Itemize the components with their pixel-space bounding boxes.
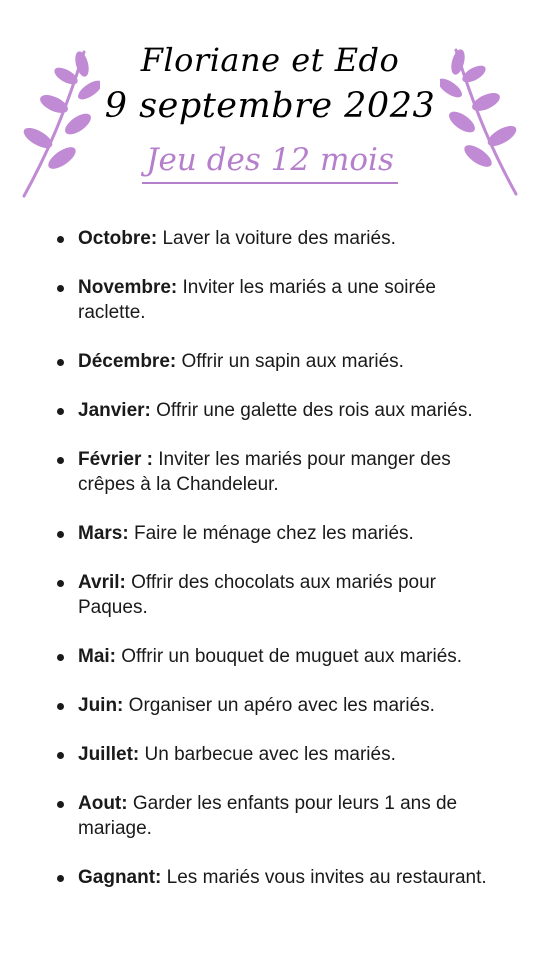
list-item [56,865,506,890]
month-name: Novembre: [78,277,178,298]
list-item [56,521,506,546]
month-name: Juin: [78,695,124,716]
month-task: Organiser un apéro avec les mariés. [123,695,435,716]
month-task: Offrir des chocolats aux mariés pour Paques. [78,572,436,618]
month-name: Juillet: [78,744,140,765]
month-name: Avril: [78,572,126,593]
bullet-icon [57,531,64,538]
list-item [56,447,506,497]
header [0,40,540,184]
list-item [56,742,506,767]
month-name: Décembre: [78,351,177,372]
game-title: Jeu des 12 mois [142,140,398,184]
bullet-icon [57,752,64,759]
month-name: Aout: [78,793,128,814]
bullet-icon [57,703,64,710]
month-name: Février : [78,449,153,470]
month-task: Faire le ménage chez les mariés. [128,523,414,544]
month-task: Inviter les mariés a une soirée raclette. [78,277,436,323]
list-item [56,791,506,841]
month-task: Inviter les mariés pour manger des crêpes à la Chandeleur. [78,449,451,495]
bullet-icon [57,580,64,587]
month-task: Offrir une galette des rois aux mariés. [150,400,473,421]
month-name: Mars: [78,523,129,544]
month-task: Offrir un sapin aux mariés. [176,351,404,372]
couple-names: Floriane et Edo [140,41,400,79]
list-item [56,226,506,251]
month-task: Un barbecue avec les mariés. [139,744,396,765]
bullet-icon [57,654,64,661]
month-name: Octobre: [78,228,158,249]
month-task: Offrir un bouquet de muguet aux mariés. [116,646,463,667]
months-list [56,226,506,914]
list-item [56,693,506,718]
month-name: Janvier: [78,400,151,421]
bullet-icon [57,359,64,366]
month-task: Garder les enfants pour leurs 1 ans de mariage. [78,793,458,839]
month-task: Laver la voiture des mariés. [157,228,396,249]
wedding-date: 9 septembre 2023 [104,86,436,126]
month-task: Les mariés vous invites au restaurant. [161,867,487,888]
list-item [56,644,506,669]
list-item [56,349,506,374]
bullet-icon [57,457,64,464]
month-name: Gagnant: [78,867,162,888]
bullet-icon [57,408,64,415]
list-item [56,275,506,325]
bullet-icon [57,801,64,808]
bullet-icon [57,875,64,882]
list-item [56,570,506,620]
month-name: Mai: [78,646,116,667]
bullet-icon [57,285,64,292]
list-item [56,398,506,423]
bullet-icon [57,236,64,243]
